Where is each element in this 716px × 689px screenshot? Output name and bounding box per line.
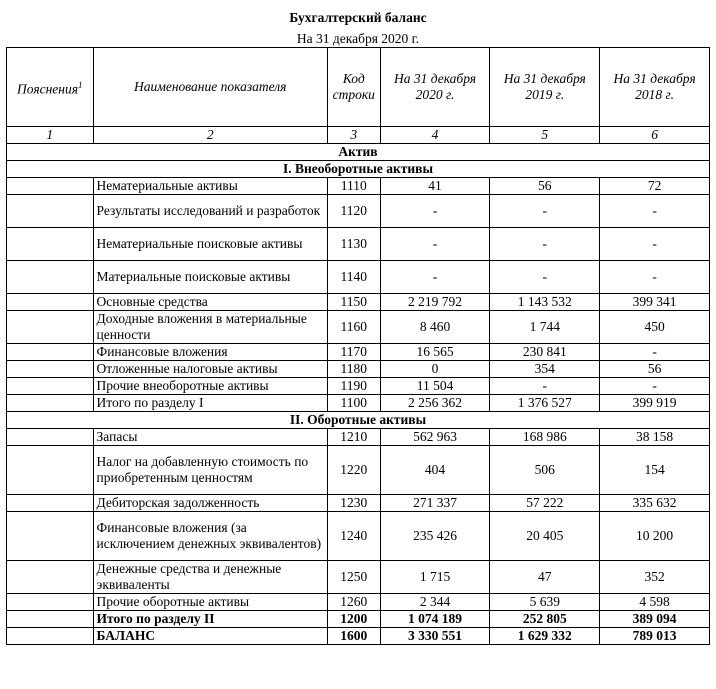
line-code: 1190 — [327, 378, 380, 395]
line-code: 1220 — [327, 446, 380, 495]
table-row — [7, 195, 710, 228]
value-2020: 41 — [380, 178, 490, 195]
value-2019: 1 143 532 — [490, 294, 600, 311]
section1-heading-row — [7, 161, 710, 178]
table-row — [7, 495, 710, 512]
indicator-name: Нематериальные активы — [93, 178, 327, 195]
indicator-name: Отложенные налоговые активы — [93, 361, 327, 378]
section1-heading: I. Внеоборотные активы — [7, 161, 710, 178]
value-2019: - — [490, 378, 600, 395]
value-2019: 56 — [490, 178, 600, 195]
document-title: Бухгалтерский баланс — [289, 10, 427, 25]
table-row — [7, 611, 710, 628]
header-2020: На 31 декабря 2020 г. — [380, 48, 490, 127]
value-2018: - — [600, 261, 710, 294]
value-2018: 335 632 — [600, 495, 710, 512]
table-row — [7, 178, 710, 195]
value-2018: 450 — [600, 311, 710, 344]
value-2020: 11 504 — [380, 378, 490, 395]
value-2019: 230 841 — [490, 344, 600, 361]
line-code: 1200 — [327, 611, 380, 628]
line-code: 1110 — [327, 178, 380, 195]
section2-heading-row — [7, 412, 710, 429]
notes-cell — [7, 628, 94, 645]
table-row — [7, 429, 710, 446]
column-number: 5 — [490, 127, 600, 144]
table-row — [7, 446, 710, 495]
section-active-row — [7, 144, 710, 161]
value-2018: 4 598 — [600, 594, 710, 611]
value-2020: 2 344 — [380, 594, 490, 611]
value-2020: 235 426 — [380, 512, 490, 561]
table-row — [7, 594, 710, 611]
indicator-name: Материальные поисковые активы — [93, 261, 327, 294]
notes-cell — [7, 561, 94, 594]
line-code: 1170 — [327, 344, 380, 361]
notes-cell — [7, 378, 94, 395]
notes-cell — [7, 294, 94, 311]
value-2019: 1 629 332 — [490, 628, 600, 645]
table-row — [7, 228, 710, 261]
header-code: Код строки — [327, 48, 380, 127]
table-row — [7, 378, 710, 395]
line-code: 1250 — [327, 561, 380, 594]
document-subtitle: На 31 декабря 2020 г. — [296, 31, 420, 46]
value-2019: 47 — [490, 561, 600, 594]
table-row — [7, 361, 710, 378]
line-code: 1240 — [327, 512, 380, 561]
header-name: Наименование показателя — [93, 48, 327, 127]
section2-heading: II. Оборотные активы — [7, 412, 710, 429]
line-code: 1180 — [327, 361, 380, 378]
value-2019: 1 744 — [490, 311, 600, 344]
value-2019: 1 376 527 — [490, 395, 600, 412]
line-code: 1600 — [327, 628, 380, 645]
column-number: 6 — [600, 127, 710, 144]
indicator-name: Итого по разделу I — [93, 395, 327, 412]
table-row — [7, 512, 710, 561]
column-number-row — [7, 127, 710, 144]
value-2020: 404 — [380, 446, 490, 495]
value-2018: - — [600, 228, 710, 261]
value-2020: 271 337 — [380, 495, 490, 512]
notes-cell — [7, 611, 94, 628]
value-2019: - — [490, 195, 600, 228]
indicator-name: БАЛАНС — [93, 628, 327, 645]
value-2018: 399 919 — [600, 395, 710, 412]
value-2019: 252 805 — [490, 611, 600, 628]
value-2020: 1 074 189 — [380, 611, 490, 628]
header-2019: На 31 декабря 2019 г. — [490, 48, 600, 127]
line-code: 1100 — [327, 395, 380, 412]
line-code: 1150 — [327, 294, 380, 311]
value-2019: 168 986 — [490, 429, 600, 446]
value-2019: 354 — [490, 361, 600, 378]
line-code: 1130 — [327, 228, 380, 261]
value-2018: 352 — [600, 561, 710, 594]
line-code: 1210 — [327, 429, 380, 446]
value-2020: 3 330 551 — [380, 628, 490, 645]
notes-cell — [7, 361, 94, 378]
notes-cell — [7, 261, 94, 294]
notes-cell — [7, 311, 94, 344]
value-2018: - — [600, 344, 710, 361]
line-code: 1140 — [327, 261, 380, 294]
value-2018: 389 094 — [600, 611, 710, 628]
value-2018: 154 — [600, 446, 710, 495]
table-row — [7, 628, 710, 645]
indicator-name: Денежные средства и денежные эквиваленты — [93, 561, 327, 594]
value-2018: 789 013 — [600, 628, 710, 645]
table-row — [7, 395, 710, 412]
value-2020: 2 219 792 — [380, 294, 490, 311]
column-number: 2 — [93, 127, 327, 144]
table-row — [7, 561, 710, 594]
notes-cell — [7, 446, 94, 495]
value-2020: 8 460 — [380, 311, 490, 344]
notes-cell — [7, 395, 94, 412]
indicator-name: Основные средства — [93, 294, 327, 311]
balance-table — [6, 47, 710, 645]
indicator-name: Прочие оборотные активы — [93, 594, 327, 611]
value-2019: - — [490, 261, 600, 294]
section-active-heading: Актив — [7, 144, 710, 161]
indicator-name: Результаты исследований и разработок — [93, 195, 327, 228]
line-code: 1160 — [327, 311, 380, 344]
value-2018: 38 158 — [600, 429, 710, 446]
value-2018: 10 200 — [600, 512, 710, 561]
notes-cell — [7, 195, 94, 228]
header-row — [7, 48, 710, 127]
value-2018: 399 341 — [600, 294, 710, 311]
value-2018: - — [600, 195, 710, 228]
table-row — [7, 294, 710, 311]
value-2018: 56 — [600, 361, 710, 378]
value-2018: - — [600, 378, 710, 395]
value-2020: 0 — [380, 361, 490, 378]
indicator-name: Финансовые вложения — [93, 344, 327, 361]
indicator-name: Финансовые вложения (за исключением денежных эквивалентов) — [93, 512, 327, 561]
indicator-name: Нематериальные поисковые активы — [93, 228, 327, 261]
table-row — [7, 344, 710, 361]
column-number: 3 — [327, 127, 380, 144]
indicator-name: Доходные вложения в материальные ценности — [93, 311, 327, 344]
line-code: 1230 — [327, 495, 380, 512]
value-2020: 1 715 — [380, 561, 490, 594]
indicator-name: Прочие внеоборотные активы — [93, 378, 327, 395]
line-code: 1260 — [327, 594, 380, 611]
notes-cell — [7, 594, 94, 611]
table-row — [7, 311, 710, 344]
header-2018: На 31 декабря 2018 г. — [600, 48, 710, 127]
notes-cell — [7, 429, 94, 446]
value-2020: - — [380, 195, 490, 228]
notes-cell — [7, 178, 94, 195]
notes-cell — [7, 512, 94, 561]
value-2020: 2 256 362 — [380, 395, 490, 412]
value-2020: 562 963 — [380, 429, 490, 446]
notes-cell — [7, 228, 94, 261]
indicator-name: Итого по разделу II — [93, 611, 327, 628]
indicator-name: Дебиторская задолженность — [93, 495, 327, 512]
value-2019: 20 405 — [490, 512, 600, 561]
value-2020: 16 565 — [380, 344, 490, 361]
value-2019: 5 639 — [490, 594, 600, 611]
value-2019: 57 222 — [490, 495, 600, 512]
indicator-name: Налог на добавленную стоимость по приобретенным ценностям — [93, 446, 327, 495]
column-number: 1 — [7, 127, 94, 144]
header-notes: Пояснения$^1$ — [7, 48, 94, 127]
value-2018: 72 — [600, 178, 710, 195]
column-number: 4 — [380, 127, 490, 144]
line-code: 1120 — [327, 195, 380, 228]
indicator-name: Запасы — [93, 429, 327, 446]
value-2019: 506 — [490, 446, 600, 495]
value-2019: - — [490, 228, 600, 261]
table-row — [7, 261, 710, 294]
value-2020: - — [380, 261, 490, 294]
value-2020: - — [380, 228, 490, 261]
notes-cell — [7, 344, 94, 361]
notes-cell — [7, 495, 94, 512]
